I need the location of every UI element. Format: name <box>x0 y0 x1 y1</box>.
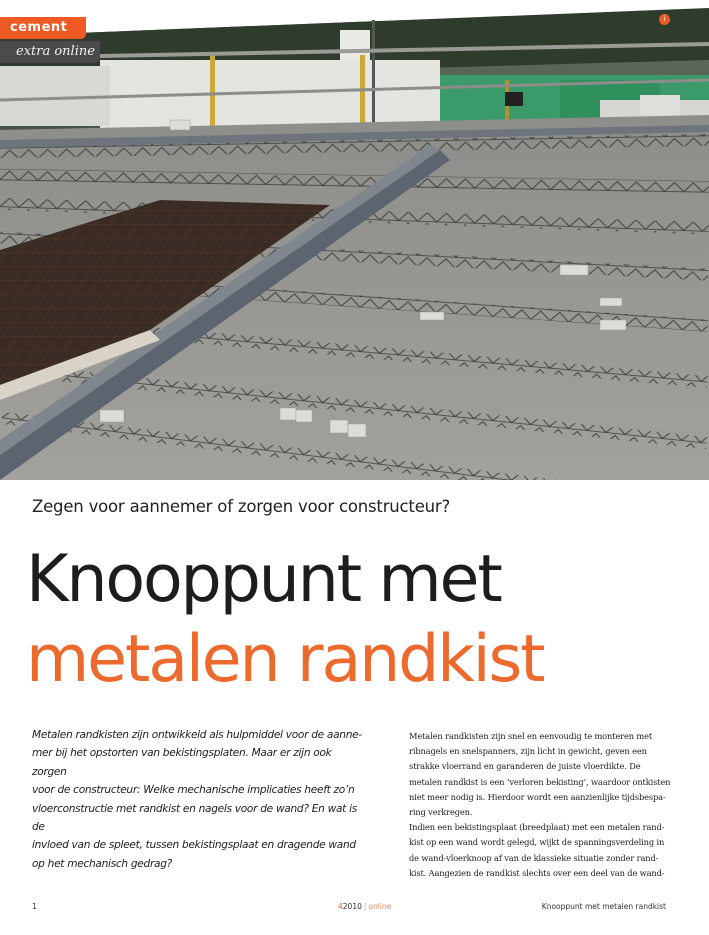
cement-logo: cement <box>0 17 86 39</box>
footer-separator: | <box>363 902 367 911</box>
body-line: strakke vloerrand en garanderen de juiste vloerdikte. De <box>409 761 641 772</box>
body-column <box>409 729 674 881</box>
title-line-1: Knooppunt met <box>26 542 501 617</box>
issue-number: 4 <box>338 902 343 911</box>
body-line: de wand-vloerknoop af van de klassieke situatie zonder rand- <box>409 852 659 863</box>
extra-online-label: extra online <box>0 41 100 63</box>
title-line-2: metalen randkist <box>26 622 544 697</box>
page-number: 1 <box>32 902 37 911</box>
section-name: online <box>368 902 392 911</box>
body-line: metalen randkist is een ‘verloren bekisting’, waardoor ontkisten <box>409 776 671 787</box>
info-dot-icon: i <box>659 14 670 25</box>
intro-line: mer bij het opstorten van bekistingsplaten. Maar er zijn ook zorgen <box>32 747 332 778</box>
body-line: kist op een wand wordt gelegd, wijkt de spanningsverdeling in <box>409 837 665 848</box>
body-line: kist. Aangezien de randkist slechts over een deel van de wand- <box>409 867 665 878</box>
intro-line: voor de constructeur: Welke mechanische implicaties heeft zo’n <box>32 784 355 797</box>
running-title: Knooppunt met metalen randkist <box>541 902 666 911</box>
intro-line: op het mechanisch gedrag? <box>32 857 172 870</box>
magazine-badge <box>0 17 95 67</box>
body-line: ribnagels en snelspanners, zijn licht in gewicht, geven een <box>409 746 647 757</box>
body-line: Metalen randkisten zijn snel en eenvoudig te monteren met <box>409 731 653 741</box>
body-line: Indien een bekistingsplaat (breedplaat) met een metalen rand- <box>409 822 665 833</box>
intro-line: Metalen randkisten zijn ontwikkeld als hulpmiddel voor de aanne- <box>32 729 362 741</box>
intro-line: vloerconstructie met randkist en nagels voor de wand? En wat is de <box>32 802 357 834</box>
issue-info <box>338 902 391 911</box>
intro-line: invloed van de spleet, tussen bekistingsplaat en dragende wand <box>32 839 356 852</box>
issue-year: 2010 <box>342 902 362 911</box>
body-line: ring verkregen. <box>409 807 473 818</box>
intro-paragraph <box>32 726 367 873</box>
body-line: niet meer nodig is. Hierdoor wordt een aanzienlijke tijdsbespa- <box>409 791 666 802</box>
subtitle: Zegen voor aannemer of zorgen voor constructeur? <box>32 497 451 516</box>
